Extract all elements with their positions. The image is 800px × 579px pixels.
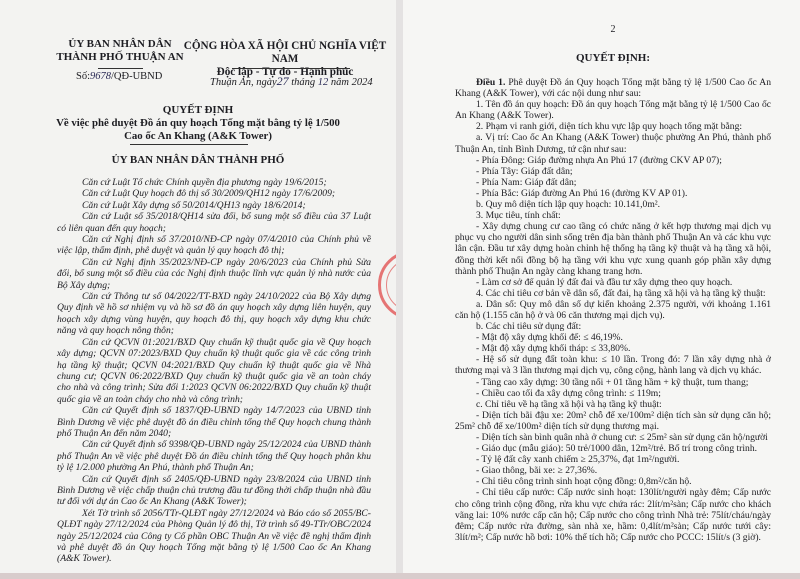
page-number: 2 [610, 24, 616, 35]
nation-line-1: CỘNG HÒA XÃ HỘI CHỦ NGHĨA VIỆT NAM [183, 40, 387, 65]
legal-basis [57, 177, 371, 565]
article-1 [455, 77, 771, 99]
content-item: - Phía Đông: Giáp đường nhựa An Phú 17 (đường CKV AP 07); [476, 154, 722, 166]
basis-paragraph: Căn cứ Quyết định số 9398/QĐ-UBND ngày 25/12/2024 của UBND thành phố Thuận An về việc phê duyệt Đồ án điều chỉnh tổng thể Quy hoạch phân khu tỷ lệ 1/2.000 phường An Phú, thành phố Thuận An; [57, 439, 371, 474]
number-prefix: Số: [76, 71, 91, 82]
document-date [210, 74, 373, 89]
subtitle-line-2: Cao ốc An Khang (A&K Tower) [124, 129, 272, 142]
content-item: - Giao thông, bãi xe: ≥ 27,36%. [476, 465, 598, 477]
basis-paragraph: Căn cứ Luật Quy hoạch đô thị số 30/2009/QH12 ngày 17/6/2009; [82, 188, 336, 200]
decision-subtitle [0, 117, 396, 142]
agency-line-1: ỦY BAN NHÂN DÂN [68, 38, 172, 50]
page-1 [0, 0, 396, 573]
basis-paragraph: Căn cứ Thông tư số 04/2022/TT-BXD ngày 24/10/2022 của Bộ Xây dựng Quy định về hồ sơ nhiệm vụ và hồ sơ đồ án quy hoạch xây dựng liên huyện, quy hoạch xây dựng vùng huyện, quy hoạch đô thị, quy hoạch xây dựng khu chức năng và quy hoạch nông thôn; [57, 291, 371, 337]
content-item: b. Các chỉ tiêu sử dụng đất: [476, 321, 582, 333]
content-item: c. Chỉ tiêu về hạ tầng xã hội và hạ tầng kỹ thuật: [476, 398, 662, 410]
basis-paragraph: Căn cứ QCVN 01:2021/BXD Quy chuẩn kỹ thuật quốc gia về Quy hoạch xây dựng; QCVN 07:2023/BXD Quy chuẩn kỹ thuật quốc gia về các công trình hạ tầng kỹ thuật; QCVN 04:2021/BXD Quy chuẩn kỹ thuật quốc gia về Nhà chung cư; QCVN 06:2022/BXD Quy chuẩn kỹ thuật quốc gia về an toàn cháy cho nhà và công trình; Sửa đổi 1:2023 QCVN 06:2022/BXD Quy chuẩn kỹ thuật quốc gia về an toàn cháy cho nhà và công trình; [57, 336, 371, 405]
page-2 [403, 0, 800, 573]
authority-heading: ỦY BAN NHÂN DÂN THÀNH PHỐ [111, 154, 285, 166]
content-item: - Hệ số sử dụng đất toàn khu: ≤ 10 lần. Trong đó: 7 lần xây dựng nhà ở thương mại và 3 lần thương mại dịch vụ, công cộng, hành lang và dịch vụ khác. [455, 354, 771, 377]
content-item: - Tầng cao xây dựng: 30 tầng nổi + 01 tầng hầm + kỹ thuật, tum thang; [476, 376, 749, 388]
content-item: - Diện tích sàn bình quân nhà ở chung cư: ≤ 25m² sàn sử dụng căn hộ/người [476, 432, 768, 443]
basis-paragraph: Căn cứ Nghị định số 37/2010/NĐ-CP ngày 07/4/2010 của Chính phủ về việc lập, thẩm định, phê duyệt và quản lý quy hoạch đô thị; [57, 234, 371, 257]
number-suffix: /QĐ-UBND [111, 71, 163, 82]
number-handwritten: 9678 [90, 71, 112, 82]
content-item: 2. Phạm vi ranh giới, diện tích khu vực lập quy hoạch tổng mặt bằng: [476, 121, 743, 133]
basis-paragraph: Căn cứ Quyết định số 2405/QĐ-UBND ngày 23/8/2024 của UBND tỉnh Bình Dương về việc chấp thuận chủ trương đầu tư đồng thời chấp thuận nhà đầu tư đối với dự án Cao ốc An Khang (A&K Tower); [57, 473, 371, 508]
basis-paragraph: Căn cứ Luật Xây dựng số 50/2014/QH13 ngày 18/6/2014; [82, 199, 306, 211]
content-item: - Giáo dục (mẫu giáo): 50 trẻ/1000 dân, 12m²/trẻ. Bố trí trong công trình. [476, 443, 758, 455]
basis-paragraph: Xét Tờ trình số 2056/TTr-QLĐT ngày 27/12/2024 và Báo cáo số 2055/BC-QLĐT ngày 27/12/2024 của Phòng Quản lý đô thị, Tờ trình số 49-TTr/OBC/2024 ngày 25/12/2024 của Công ty Cổ phần OBC Thuận An về việc đề nghị thẩm định và phê duyệt đồ án Quy hoạch Tổng mặt bằng tỷ lệ 1/500 Cao ốc An Khang (A&K Tower). [57, 507, 371, 565]
content-item: - Tỷ lệ đất cây xanh chiếm ≥ 25,37%, đạt 1m²/người. [476, 454, 680, 466]
agency-underline [98, 68, 143, 69]
article-label: Điều 1. [476, 77, 506, 88]
decision-content [455, 77, 771, 543]
title-underline [130, 144, 248, 145]
basis-paragraph: Căn cứ Nghị định 35/2023/NĐ-CP ngày 20/6/2023 của Chính phủ Sửa đổi, bổ sung một số điều của các Nghị định thuộc lĩnh vực quản lý nhà nước của Bộ Xây dựng; [57, 256, 371, 291]
date-day: 27 [276, 74, 289, 88]
content-item: 1. Tên đồ án quy hoạch: Đồ án quy hoạch Tổng mặt bằng tỷ lệ 1/500 Cao ốc An Khang (A&K Tower). [455, 99, 771, 122]
basis-paragraph: Căn cứ Quyết định số 1837/QĐ-UBND ngày 14/7/2023 của UBND tỉnh Bình Dương về việc phê duyệt đồ án điều chỉnh tổng thể Quy hoạch chung thành phố Thuận An đến năm 2040; [57, 405, 371, 439]
page-gap [396, 0, 403, 573]
content-item: - Chỉ tiêu công trình sinh hoạt cộng đồng: 0,8m²/căn hộ. [476, 476, 692, 488]
content-item: - Chỉ tiêu cấp nước: Cấp nước sinh hoạt: 130lít/người ngày đêm; Cấp nước cho công trình cộng đồng, rửa khu vực chứa rác: 2lít/m²sàn; Cấp nước cho khách vãng lai: 10% nước cấp căn hộ; Cấp nước cho công trình Nhà trẻ: 75lít/cháu/ngày đêm; Cấp nước rửa đường, sàn nhà xe, hầm: 0,4lít/m²sàn; Cấp nước tưới cây: 3lít/m²; Cấp nước hồ bơi: 10% thể tích hồ; Cấp nước cho PCCC: 15lít/s (3 giờ). [455, 487, 771, 543]
content-item: - Mật độ xây dựng khối đế: ≤ 46,19%. [476, 332, 623, 344]
content-item: - Phía Bắc: Giáp đường An Phú 16 (đường KV AP 01). [476, 187, 688, 199]
content-item: b. Quy mô diện tích lập quy hoạch: 10.141,0m². [476, 199, 661, 211]
document-number [76, 71, 162, 82]
content-item: 4. Các chỉ tiêu cơ bản về dân số, đất đai, hạ tầng xã hội và hạ tầng kỹ thuật: [476, 287, 766, 299]
content-item: - Xây dựng chung cư cao tầng có chức năng ở kết hợp thương mại dịch vụ phục vụ cho người dân sinh sống trên địa bàn thành phố Thuận An và các khu vực lân cận. Đầu tư xây dựng hoàn chỉnh hệ thống hạ tầng kỹ thuật và hạ tầng xã hội, đồng thời kết nối đồng bộ hạ tầng với khu vực xung quanh góp phần xây dựng thành phố Thuận An ngày càng khang trang hơn. [455, 221, 771, 277]
content-item: - Diện tích bãi đậu xe: 20m² chỗ để xe/100m² diện tích sàn sử dụng căn hộ; 25m² chỗ để xe/100m² diện tích sử dụng thương mại. [455, 409, 771, 432]
content-item: - Mật độ xây dựng khối tháp: ≤ 33,80%. [476, 343, 631, 355]
date-year: năm 2024 [330, 77, 373, 88]
date-month-label: tháng [291, 77, 316, 88]
date-month: 12 [317, 77, 329, 88]
content-item: - Phía Tây: Giáp đất dân; [476, 165, 573, 177]
nation-line-2: Độc lập - Tự do - Hạnh phúc [216, 66, 354, 78]
content-item: 3. Mục tiêu, tính chất: [476, 210, 561, 222]
content-item: a. Vị trí: Cao ốc An Khang (A&K Tower) thuộc phường An Phú, thành phố Thuận An, tỉnh Bình Dương, tứ cận như sau: [455, 132, 771, 155]
decision-heading: QUYẾT ĐỊNH: [575, 52, 651, 64]
content-item: - Phía Nam: Giáp đất dân; [476, 176, 577, 188]
motto-underline [232, 68, 350, 69]
subtitle-line-1: Về việc phê duyệt Đồ án quy hoạch Tổng mặt bằng tỷ lệ 1/500 [56, 117, 340, 129]
date-prefix: Thuận An, ngày [210, 77, 277, 88]
content-item: - Chiều cao tối đa xây dựng công trình: ≤ 119m; [476, 387, 661, 399]
decision-title: QUYẾT ĐỊNH [162, 104, 234, 116]
basis-paragraph: Căn cứ Luật số 35/2018/QH14 sửa đổi, bổ sung một số điều của 37 Luật có liên quan đến quy hoạch; [57, 211, 371, 234]
agency-line-2: THÀNH PHỐ THUẬN AN [56, 51, 184, 63]
content-item: - Làm cơ sở để quản lý đất đai và đầu tư xây dựng theo quy hoạch. [476, 276, 733, 288]
basis-paragraph: Căn cứ Luật Tổ chức Chính quyền địa phương ngày 19/6/2015; [82, 177, 327, 188]
article-text: Phê duyệt Đồ án Quy hoạch Tổng mặt bằng tỷ lệ 1/500 Cao ốc An Khang (A&K Tower), với các nội dung như sau: [455, 77, 771, 100]
content-item: a. Dân số: Quy mô dân số dự kiến khoảng 2.375 người, với khoảng 1.161 căn hộ (1.155 căn hộ ở và 06 căn thương mại dịch vụ). [455, 298, 771, 321]
